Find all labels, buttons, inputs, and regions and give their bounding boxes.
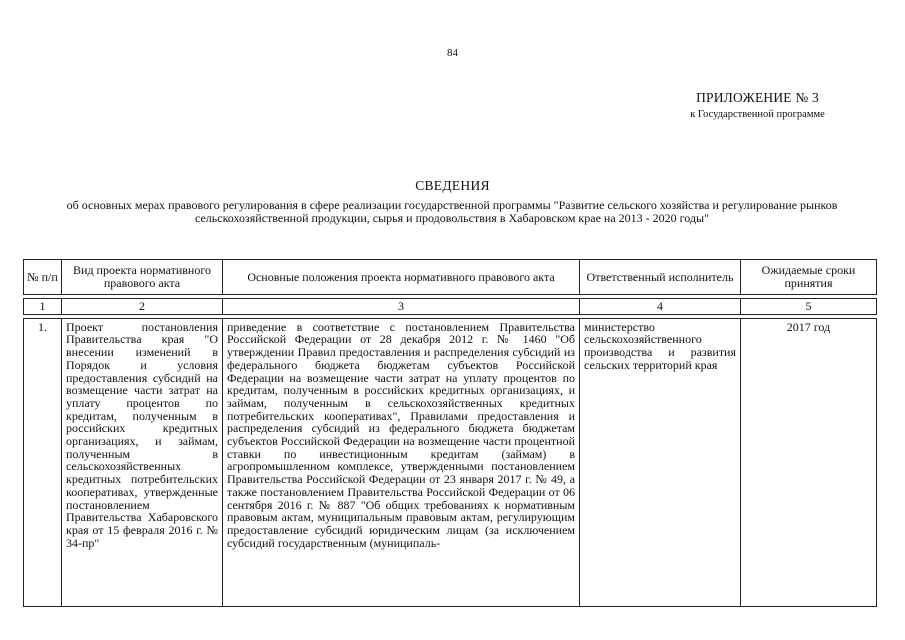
row-terms: 2017 год: [741, 318, 877, 606]
document-subheading: об основных мерах правового регулирования в сфере реализации государственной программы "Развитие сельского хозяйства и регулирование рынков сельскохозяйственной продукции, сырья и продовольствия в Хабаровском крае на 2013 - 2020 годы": [66, 198, 838, 225]
appendix-subtitle: к Государственной программе: [690, 109, 825, 120]
column-number: 2: [62, 299, 223, 315]
row-provisions: приведение в соответствие с постановлением Правительства Российской Федерации от 28 декабря 2012 г. № 1460 "Об утверждении Правил предоставления и распределения субсидий из федерального бюджета бюджетам субъектов Российской Федерации на возмещение части затрат на уплату процентов по кредитам, полученным в российских кредитных организациях, и займам, полученным в сельскохозяйственных кредитных потребительских кооперативах", Правилами предоставления и распределения субсидий из федерального бюджета бюджетам субъектов Российской Федерации на возмещение части процентной ставки по инвестиционным кредитам (займам) в агропромышленном комплексе, утвержденными постановлением Правительства Российской Федерации от 23 января 2017 г. № 49, а также постановлением Правительства Российской Федерации от 06 сентября 2016 г. № 887 "Об общих требованиях к нормативным правовым актам, муниципальным правовым актам, регулирующим предоставление субсидий юридическим лицам (за исключением субсидий государственным (муниципаль-: [223, 318, 580, 606]
header-type: Вид проекта нормативного правового акта: [62, 260, 223, 295]
column-number: 1: [24, 299, 62, 315]
appendix-title: ПРИЛОЖЕНИЕ № 3: [696, 90, 819, 105]
table-row: [24, 318, 877, 606]
measures-table: [23, 259, 877, 607]
header-executor: Ответственный исполнитель: [580, 260, 741, 295]
row-number: 1.: [24, 318, 62, 606]
column-number: 4: [580, 299, 741, 315]
table-header-row: [24, 260, 877, 295]
column-number-row: [24, 299, 877, 315]
column-number: 3: [223, 299, 580, 315]
header-terms: Ожидаемые сроки принятия: [741, 260, 877, 295]
appendix-block: [620, 90, 895, 120]
row-executor: министерство сельскохозяйственного производства и развития сельских территорий края: [580, 318, 741, 606]
header-provisions: Основные положения проекта нормативного правового акта: [223, 260, 580, 295]
page-number: 84: [447, 47, 458, 59]
column-number: 5: [741, 299, 877, 315]
document-heading: СВЕДЕНИЯ: [415, 178, 490, 193]
header-num: № п/п: [24, 260, 62, 295]
row-act-type: Проект постановления Правительства края "О внесении изменений в Порядок и условия предоставления субсидий на возмещение части затрат на уплату процентов по кредитам, полученным в российских кредитных организациях, и займам, полученным в сельскохозяйственных кредитных потребительских кооперативах, утвержденные постановлением Правительства Хабаровского края от 15 февраля 2016 г. № 34-пр": [62, 318, 223, 606]
